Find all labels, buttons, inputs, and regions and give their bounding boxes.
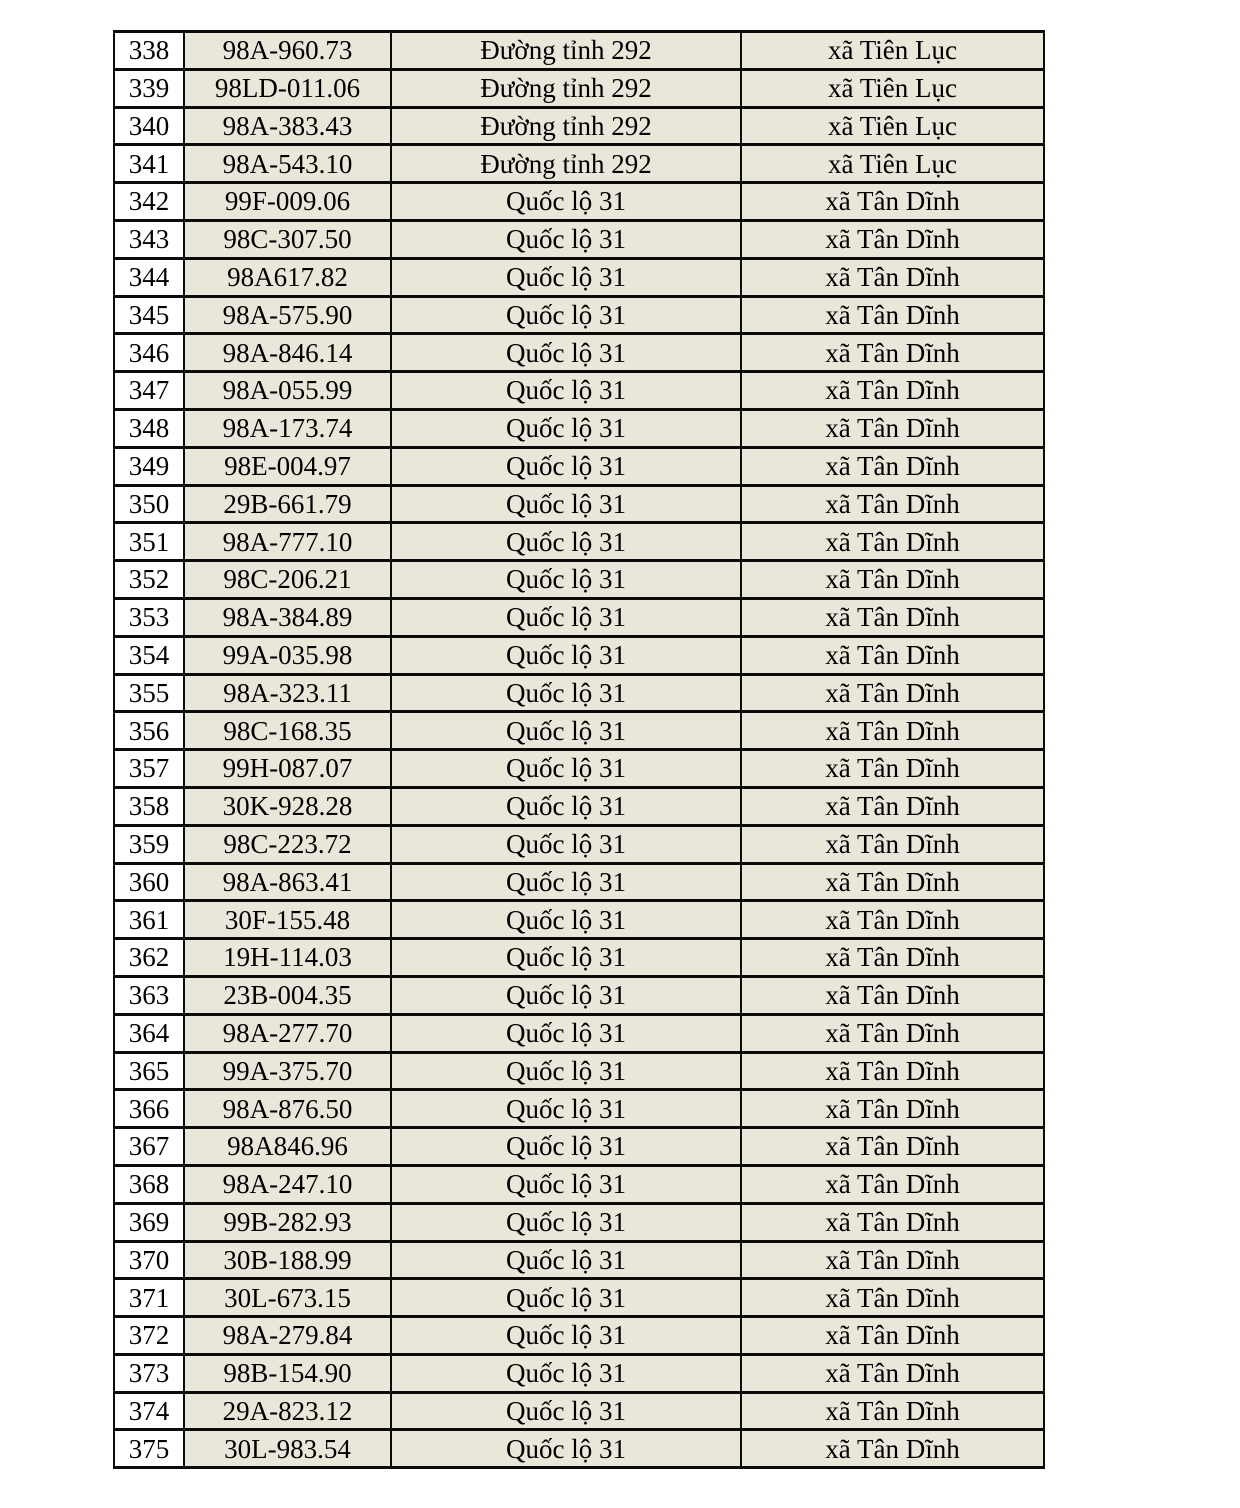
commune-cell: xã Tân Dĩnh (741, 1014, 1044, 1052)
road-name-cell: Quốc lộ 31 (391, 485, 741, 523)
road-name-cell: Quốc lộ 31 (391, 296, 741, 334)
commune-cell: xã Tân Dĩnh (741, 561, 1044, 599)
license-plate-cell: 30F-155.48 (184, 901, 391, 939)
commune-cell: xã Tân Dĩnh (741, 750, 1044, 788)
vehicle-table-body (114, 32, 1044, 1468)
table-row (114, 901, 1044, 939)
road-name-cell: Quốc lộ 31 (391, 334, 741, 372)
license-plate-cell: 98A617.82 (184, 258, 391, 296)
commune-cell: xã Tân Dĩnh (741, 220, 1044, 258)
row-number-cell: 369 (114, 1203, 184, 1241)
road-name-cell: Quốc lộ 31 (391, 1317, 741, 1355)
license-plate-cell: 98A-323.11 (184, 674, 391, 712)
table-row (114, 825, 1044, 863)
commune-cell: xã Tân Dĩnh (741, 976, 1044, 1014)
commune-cell: xã Tân Dĩnh (741, 523, 1044, 561)
commune-cell: xã Tân Dĩnh (741, 939, 1044, 977)
table-row (114, 1165, 1044, 1203)
road-name-cell: Quốc lộ 31 (391, 1279, 741, 1317)
road-name-cell: Quốc lộ 31 (391, 1241, 741, 1279)
row-number-cell: 339 (114, 69, 184, 107)
row-number-cell: 362 (114, 939, 184, 977)
row-number-cell: 348 (114, 409, 184, 447)
commune-cell: xã Tân Dĩnh (741, 372, 1044, 410)
row-number-cell: 365 (114, 1052, 184, 1090)
license-plate-cell: 98A-846.14 (184, 334, 391, 372)
row-number-cell: 341 (114, 145, 184, 183)
row-number-cell: 364 (114, 1014, 184, 1052)
road-name-cell: Quốc lộ 31 (391, 901, 741, 939)
road-name-cell: Đường tỉnh 292 (391, 32, 741, 70)
table-row (114, 598, 1044, 636)
row-number-cell: 371 (114, 1279, 184, 1317)
row-number-cell: 352 (114, 561, 184, 599)
table-row (114, 1052, 1044, 1090)
license-plate-cell: 98A-383.43 (184, 107, 391, 145)
table-row (114, 1317, 1044, 1355)
commune-cell: xã Tân Dĩnh (741, 258, 1044, 296)
table-row (114, 409, 1044, 447)
table-row (114, 334, 1044, 372)
row-number-cell: 361 (114, 901, 184, 939)
commune-cell: xã Tân Dĩnh (741, 1241, 1044, 1279)
commune-cell: xã Tân Dĩnh (741, 1392, 1044, 1430)
license-plate-cell: 98A-543.10 (184, 145, 391, 183)
commune-cell: xã Tân Dĩnh (741, 1279, 1044, 1317)
table-row (114, 523, 1044, 561)
row-number-cell: 351 (114, 523, 184, 561)
commune-cell: xã Tân Dĩnh (741, 1090, 1044, 1128)
row-number-cell: 370 (114, 1241, 184, 1279)
table-row (114, 787, 1044, 825)
license-plate-cell: 98A-173.74 (184, 409, 391, 447)
row-number-cell: 354 (114, 636, 184, 674)
license-plate-cell: 98C-206.21 (184, 561, 391, 599)
road-name-cell: Quốc lộ 31 (391, 220, 741, 258)
license-plate-cell: 30B-188.99 (184, 1241, 391, 1279)
row-number-cell: 360 (114, 863, 184, 901)
table-row (114, 976, 1044, 1014)
license-plate-cell: 30L-983.54 (184, 1430, 391, 1468)
table-row (114, 1090, 1044, 1128)
commune-cell: xã Tân Dĩnh (741, 674, 1044, 712)
commune-cell: xã Tân Dĩnh (741, 1165, 1044, 1203)
row-number-cell: 355 (114, 674, 184, 712)
table-row (114, 220, 1044, 258)
road-name-cell: Quốc lộ 31 (391, 939, 741, 977)
license-plate-cell: 99B-282.93 (184, 1203, 391, 1241)
table-row (114, 372, 1044, 410)
row-number-cell: 375 (114, 1430, 184, 1468)
license-plate-cell: 98A-247.10 (184, 1165, 391, 1203)
license-plate-cell: 98LD-011.06 (184, 69, 391, 107)
license-plate-cell: 29A-823.12 (184, 1392, 391, 1430)
commune-cell: xã Tiên Lục (741, 69, 1044, 107)
table-row (114, 674, 1044, 712)
row-number-cell: 366 (114, 1090, 184, 1128)
road-name-cell: Quốc lộ 31 (391, 372, 741, 410)
road-name-cell: Quốc lộ 31 (391, 750, 741, 788)
license-plate-cell: 98A-277.70 (184, 1014, 391, 1052)
table-row (114, 1014, 1044, 1052)
road-name-cell: Quốc lộ 31 (391, 561, 741, 599)
road-name-cell: Quốc lộ 31 (391, 1052, 741, 1090)
table-row (114, 712, 1044, 750)
table-row (114, 258, 1044, 296)
row-number-cell: 346 (114, 334, 184, 372)
commune-cell: xã Tân Dĩnh (741, 183, 1044, 221)
row-number-cell: 353 (114, 598, 184, 636)
table-row (114, 1392, 1044, 1430)
license-plate-cell: 19H-114.03 (184, 939, 391, 977)
row-number-cell: 373 (114, 1354, 184, 1392)
row-number-cell: 345 (114, 296, 184, 334)
license-plate-cell: 99A-375.70 (184, 1052, 391, 1090)
road-name-cell: Quốc lộ 31 (391, 447, 741, 485)
road-name-cell: Quốc lộ 31 (391, 1203, 741, 1241)
commune-cell: xã Tân Dĩnh (741, 1052, 1044, 1090)
road-name-cell: Quốc lộ 31 (391, 825, 741, 863)
road-name-cell: Quốc lộ 31 (391, 409, 741, 447)
license-plate-cell: 29B-661.79 (184, 485, 391, 523)
row-number-cell: 363 (114, 976, 184, 1014)
road-name-cell: Quốc lộ 31 (391, 1090, 741, 1128)
commune-cell: xã Tiên Lục (741, 32, 1044, 70)
license-plate-cell: 98A-863.41 (184, 863, 391, 901)
commune-cell: xã Tiên Lục (741, 107, 1044, 145)
commune-cell: xã Tân Dĩnh (741, 712, 1044, 750)
commune-cell: xã Tân Dĩnh (741, 1354, 1044, 1392)
license-plate-cell: 98E-004.97 (184, 447, 391, 485)
row-number-cell: 368 (114, 1165, 184, 1203)
license-plate-cell: 98A-876.50 (184, 1090, 391, 1128)
table-row (114, 296, 1044, 334)
row-number-cell: 374 (114, 1392, 184, 1430)
commune-cell: xã Tân Dĩnh (741, 1203, 1044, 1241)
road-name-cell: Quốc lộ 31 (391, 636, 741, 674)
row-number-cell: 356 (114, 712, 184, 750)
commune-cell: xã Tân Dĩnh (741, 598, 1044, 636)
road-name-cell: Quốc lộ 31 (391, 787, 741, 825)
license-plate-cell: 98C-223.72 (184, 825, 391, 863)
commune-cell: xã Tân Dĩnh (741, 863, 1044, 901)
road-name-cell: Đường tỉnh 292 (391, 69, 741, 107)
row-number-cell: 344 (114, 258, 184, 296)
road-name-cell: Quốc lộ 31 (391, 1165, 741, 1203)
row-number-cell: 359 (114, 825, 184, 863)
table-row (114, 636, 1044, 674)
row-number-cell: 340 (114, 107, 184, 145)
table-row (114, 750, 1044, 788)
license-plate-cell: 98A-384.89 (184, 598, 391, 636)
commune-cell: xã Tân Dĩnh (741, 1128, 1044, 1166)
table-row (114, 32, 1044, 70)
table-row (114, 485, 1044, 523)
commune-cell: xã Tiên Lục (741, 145, 1044, 183)
row-number-cell: 343 (114, 220, 184, 258)
commune-cell: xã Tân Dĩnh (741, 1430, 1044, 1468)
row-number-cell: 338 (114, 32, 184, 70)
row-number-cell: 357 (114, 750, 184, 788)
row-number-cell: 372 (114, 1317, 184, 1355)
table-row (114, 1279, 1044, 1317)
row-number-cell: 367 (114, 1128, 184, 1166)
road-name-cell: Quốc lộ 31 (391, 1014, 741, 1052)
commune-cell: xã Tân Dĩnh (741, 447, 1044, 485)
road-name-cell: Quốc lộ 31 (391, 1392, 741, 1430)
road-name-cell: Quốc lộ 31 (391, 1128, 741, 1166)
license-plate-cell: 23B-004.35 (184, 976, 391, 1014)
license-plate-cell: 98A-279.84 (184, 1317, 391, 1355)
row-number-cell: 350 (114, 485, 184, 523)
license-plate-cell: 98A-777.10 (184, 523, 391, 561)
row-number-cell: 358 (114, 787, 184, 825)
commune-cell: xã Tân Dĩnh (741, 636, 1044, 674)
row-number-cell: 342 (114, 183, 184, 221)
table-row (114, 145, 1044, 183)
commune-cell: xã Tân Dĩnh (741, 787, 1044, 825)
road-name-cell: Quốc lộ 31 (391, 183, 741, 221)
commune-cell: xã Tân Dĩnh (741, 1317, 1044, 1355)
license-plate-cell: 99A-035.98 (184, 636, 391, 674)
commune-cell: xã Tân Dĩnh (741, 825, 1044, 863)
road-name-cell: Quốc lộ 31 (391, 863, 741, 901)
commune-cell: xã Tân Dĩnh (741, 409, 1044, 447)
road-name-cell: Quốc lộ 31 (391, 1430, 741, 1468)
row-number-cell: 347 (114, 372, 184, 410)
table-row (114, 939, 1044, 977)
commune-cell: xã Tân Dĩnh (741, 296, 1044, 334)
table-row (114, 1430, 1044, 1468)
road-name-cell: Quốc lộ 31 (391, 598, 741, 636)
commune-cell: xã Tân Dĩnh (741, 334, 1044, 372)
road-name-cell: Quốc lộ 31 (391, 712, 741, 750)
table-row (114, 1203, 1044, 1241)
license-plate-cell: 99H-087.07 (184, 750, 391, 788)
license-plate-cell: 99F-009.06 (184, 183, 391, 221)
road-name-cell: Quốc lộ 31 (391, 674, 741, 712)
table-row (114, 183, 1044, 221)
license-plate-cell: 98C-307.50 (184, 220, 391, 258)
license-plate-cell: 98A-055.99 (184, 372, 391, 410)
row-number-cell: 349 (114, 447, 184, 485)
commune-cell: xã Tân Dĩnh (741, 485, 1044, 523)
license-plate-cell: 98A-960.73 (184, 32, 391, 70)
table-row (114, 1128, 1044, 1166)
license-plate-cell: 30L-673.15 (184, 1279, 391, 1317)
table-row (114, 1354, 1044, 1392)
table-row (114, 107, 1044, 145)
table-row (114, 69, 1044, 107)
table-row (114, 1241, 1044, 1279)
vehicle-table (113, 30, 1045, 1469)
license-plate-cell: 98A-575.90 (184, 296, 391, 334)
road-name-cell: Quốc lộ 31 (391, 1354, 741, 1392)
license-plate-cell: 98A846.96 (184, 1128, 391, 1166)
table-row (114, 863, 1044, 901)
road-name-cell: Đường tỉnh 292 (391, 107, 741, 145)
road-name-cell: Đường tỉnh 292 (391, 145, 741, 183)
table-row (114, 447, 1044, 485)
license-plate-cell: 98B-154.90 (184, 1354, 391, 1392)
road-name-cell: Quốc lộ 31 (391, 258, 741, 296)
table-row (114, 561, 1044, 599)
commune-cell: xã Tân Dĩnh (741, 901, 1044, 939)
license-plate-cell: 30K-928.28 (184, 787, 391, 825)
road-name-cell: Quốc lộ 31 (391, 976, 741, 1014)
road-name-cell: Quốc lộ 31 (391, 523, 741, 561)
license-plate-cell: 98C-168.35 (184, 712, 391, 750)
